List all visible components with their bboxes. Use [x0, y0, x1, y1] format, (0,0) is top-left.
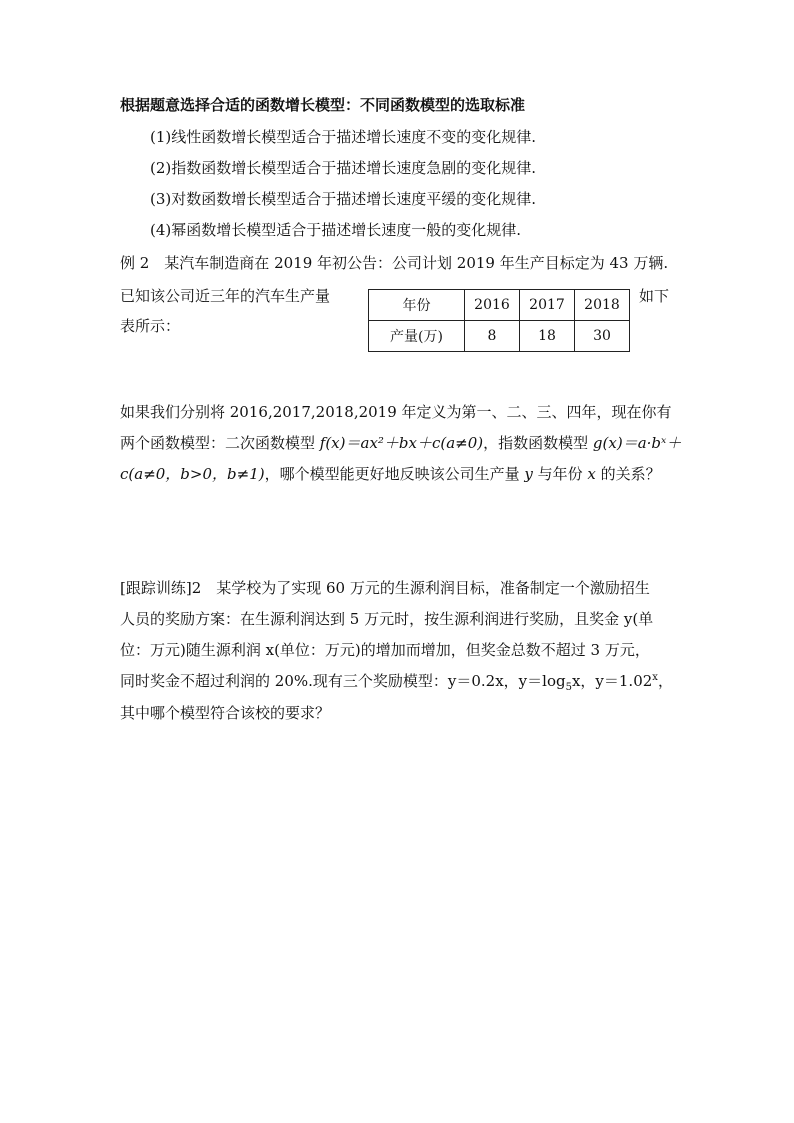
example2-line2-right: 如下	[639, 287, 670, 305]
table-cell: 8	[465, 321, 520, 352]
training2-line3: 位：万元)随生源利润 x(单位：万元)的增加而增加，但奖金总数不超过 3 万元，	[120, 641, 650, 659]
training-text: ，	[657, 672, 673, 690]
criterion-power: (4)幂函数增长模型适合于描述增长速度一般的变化规律.	[150, 221, 522, 239]
example2-question-line2	[120, 433, 681, 453]
exponential-model-formula: g(x)＝a·bˣ＋	[592, 434, 682, 452]
training-text: x，y＝1.02	[571, 672, 653, 690]
example2-line1: 例 2 某汽车制造商在 2019 年初公告：公司计划 2019 年生产目标定为 43 万辆.	[120, 254, 669, 272]
criterion-linear: (1)线性函数增长模型适合于描述增长速度不变的变化规律.	[150, 128, 537, 146]
example2-question-line3	[120, 464, 661, 484]
training2-line4	[120, 671, 673, 691]
question-text: ，指数函数模型	[483, 434, 593, 452]
model-condition-formula: c(a≠0，b>0，b≠1)	[120, 465, 265, 483]
table-header-row	[369, 290, 630, 321]
table-header-cell: 2017	[520, 290, 575, 321]
criterion-exponential: (2)指数函数增长模型适合于描述增长速度急剧的变化规律.	[150, 159, 537, 177]
training-text: 同时奖金不超过利润的 20%.现有三个奖励模型：y＝0.2x，y＝log	[120, 672, 566, 690]
table-row	[369, 321, 630, 352]
question-text: ，哪个模型能更好地反映该公司生产量	[264, 465, 525, 483]
section-heading: 根据题意选择合适的函数增长模型：不同函数模型的选取标准	[120, 96, 526, 114]
table-cell: 30	[575, 321, 630, 352]
training2-line1: [跟踪训练]2 某学校为了实现 60 万元的生源利润目标，准备制定一个激励招生	[120, 579, 650, 597]
table-cell: 18	[520, 321, 575, 352]
example2-line3: 表所示：	[120, 317, 181, 335]
table-header-cell: 2016	[465, 290, 520, 321]
example2-question-line1: 如果我们分别将 2016,2017,2018,2019 年定义为第一、二、三、四年，现在你有	[120, 403, 672, 421]
training2-line5: 其中哪个模型符合该校的要求？	[120, 704, 331, 722]
table-header-cell: 2018	[575, 290, 630, 321]
example2-line2-left: 已知该公司近三年的汽车生产量	[120, 287, 331, 305]
production-table	[368, 289, 630, 352]
table-header-cell: 年份	[369, 290, 465, 321]
question-text: 的关系？	[595, 465, 661, 483]
quadratic-model-formula: f(x)＝ax²＋bx＋c(a≠0)	[319, 434, 484, 452]
exponent: x	[652, 672, 658, 683]
variable-y: y	[524, 465, 533, 483]
training2-line2: 人员的奖励方案：在生源利润达到 5 万元时，按生源利润进行奖励，且奖金 y(单	[120, 610, 654, 628]
table-cell: 产量(万)	[369, 321, 465, 352]
question-text: 两个函数模型：二次函数模型	[120, 434, 320, 452]
variable-x: x	[587, 465, 596, 483]
question-text: 与年份	[532, 465, 588, 483]
criterion-logarithmic: (3)对数函数增长模型适合于描述增长速度平缓的变化规律.	[150, 190, 537, 208]
log-base: 5	[565, 682, 572, 693]
